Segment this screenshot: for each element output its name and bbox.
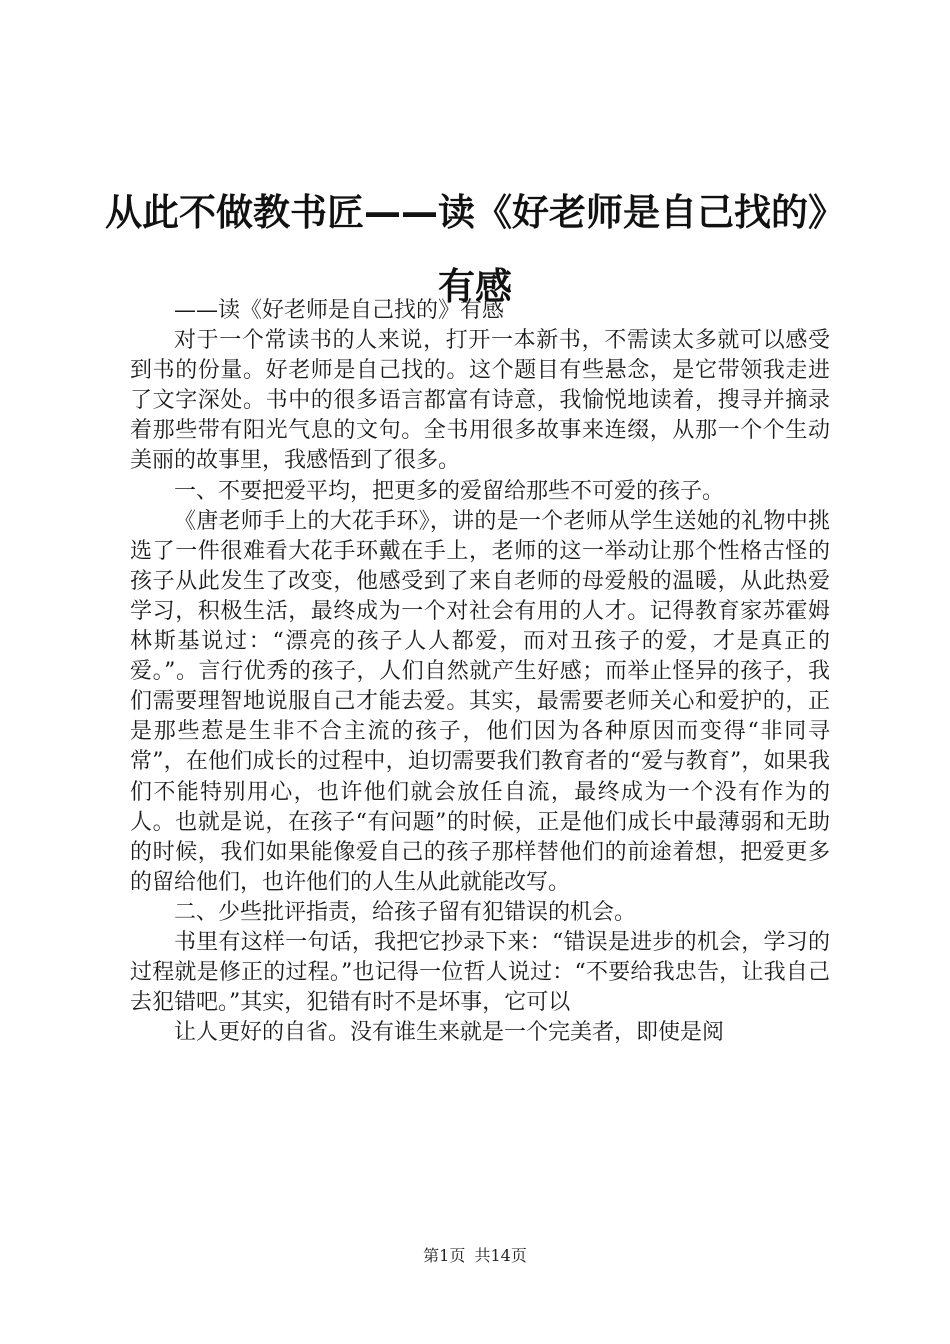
title-line-2: 有感 [438,265,512,308]
section-heading: 一、不要把爱平均，把更多的爱留给那些不可爱的孩子。 [174,478,725,504]
page-total: 共14页 [474,1246,527,1265]
body-paragraph: 《唐老师手上的大花手环》，讲的是一个老师从学生送她的礼物中挑选了一件很难看大花手环戴在手上，老师的这一举动让那个性格古怪的孩子从此发生了改变，他感受到了来自老师的母爱般的温暖，从此热爱学习，积极生活，最终成为一个对社会有用的人才。记得教育家苏霍姆林斯基说过：“漂亮的孩子人人都爱，而对丑孩子的爱，才是真正的爱。”。言行优秀的孩子，人们自然就产生好感；而举止怪异的孩子，我们需要理智地说服自己才能去爱。其实，最需要老师关心和爱护的，正是那些惹是生非不合主流的孩子，他们因为各种原因而变得“非同寻常”，在他们成长的过程中，迫切需要我们教育者的“爱与教育”，如果我们不能特别用心，也许他们就会放任自流，最终成为一个没有作为的人。也就是说，在孩子“有问题”的时候，正是他们成长中最薄弱和无助的时候，我们如果能像爱自己的孩子那样替他们的前途着想，把爱更多的留给他们，也许他们的人生从此就能改写。 [130,508,830,895]
title-line-1: 从此不做教书匠——读《好老师是自己找的》 [105,191,845,234]
body-paragraph: 对于一个常读书的人来说，打开一本新书，不需读太多就可以感受到书的份量。好老师是自己找的。这个题目有些悬念，是它带领我走进了文字深处。书中的很多语言都富有诗意，我愉悦地读着，搜寻并摘录着那些带有阳光气息的文句。全书用很多故事来连缀，从那一个个生动美丽的故事里，我感悟到了很多。 [130,328,830,474]
page-number: 第1页 [423,1246,466,1265]
body-paragraph: 让人更好的自省。没有谁生来就是一个完美者，即使是阅 [174,1020,725,1046]
document-body [130,296,830,1048]
body-paragraph: 书里有这样一句话，我把它抄录下来：“错误是进步的机会，学习的过程就是修正的过程。”也记得一位哲人说过：“不要给我忠告，让我自己去犯错吧。”其实，犯错有时不是坏事，它可以 [130,929,830,1016]
subtitle-paragraph: ——读《好老师是自己找的》有感 [174,298,505,323]
page-footer [0,1243,950,1266]
section-heading: 二、少些批评指责，给孩子留有犯错误的机会。 [174,899,637,925]
